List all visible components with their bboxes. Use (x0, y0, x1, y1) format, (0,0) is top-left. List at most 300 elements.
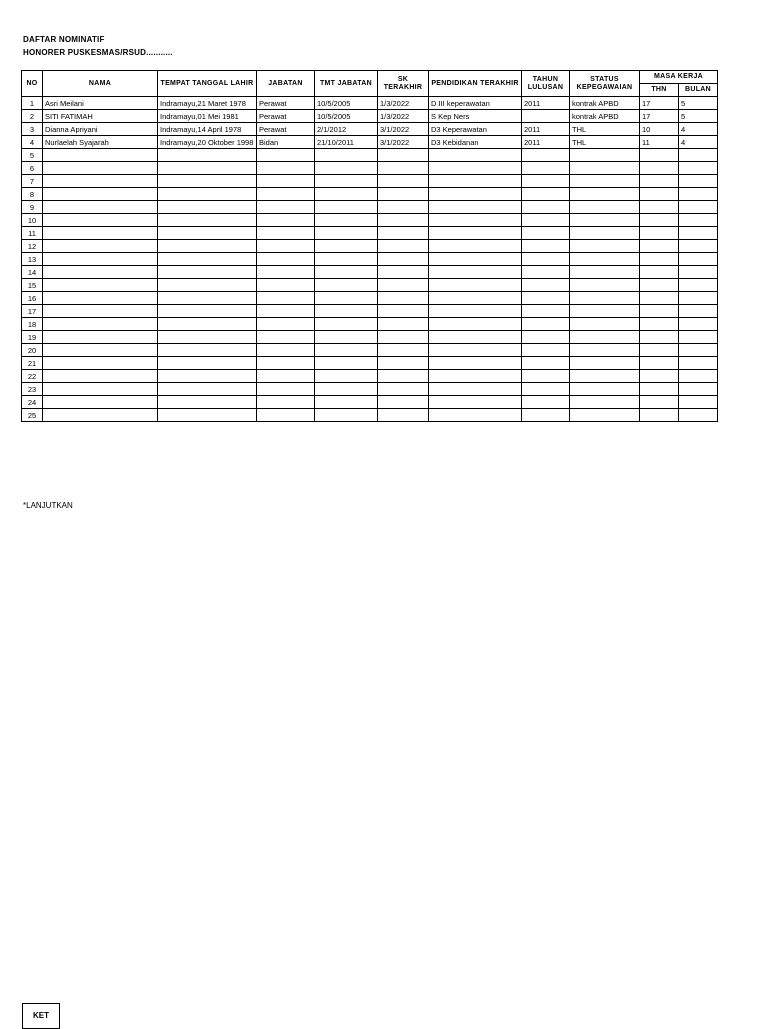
cell-bulan (679, 201, 718, 214)
cell-tahun (522, 149, 570, 162)
cell-thn: 11 (640, 136, 679, 149)
cell-tmt (315, 279, 378, 292)
cell-jabatan: Perawat (257, 97, 315, 110)
table-row (22, 136, 718, 149)
cell-thn: 17 (640, 97, 679, 110)
cell-tahun (522, 305, 570, 318)
cell-nama (43, 370, 158, 383)
col-header-sk: SK TERAKHIR (378, 71, 429, 97)
cell-pendidikan (429, 149, 522, 162)
cell-status (570, 253, 640, 266)
cell-no: 13 (22, 253, 43, 266)
cell-ttl (158, 175, 257, 188)
cell-pendidikan (429, 266, 522, 279)
table-row (22, 240, 718, 253)
cell-tahun (522, 240, 570, 253)
table-row (22, 110, 718, 123)
cell-tmt (315, 357, 378, 370)
cell-ttl (158, 396, 257, 409)
table-row (22, 305, 718, 318)
cell-sk (378, 383, 429, 396)
cell-tmt (315, 149, 378, 162)
cell-tmt (315, 292, 378, 305)
cell-status (570, 331, 640, 344)
cell-bulan (679, 175, 718, 188)
table-row (22, 149, 718, 162)
cell-pendidikan (429, 305, 522, 318)
cell-pendidikan (429, 201, 522, 214)
cell-sk (378, 253, 429, 266)
col-header-tahun: TAHUN LULUSAN (522, 71, 570, 97)
cell-no: 24 (22, 396, 43, 409)
cell-tmt (315, 162, 378, 175)
cell-no: 25 (22, 409, 43, 422)
cell-pendidikan (429, 162, 522, 175)
table-row (22, 279, 718, 292)
cell-bulan (679, 396, 718, 409)
cell-tahun: 2011 (522, 97, 570, 110)
document-subtitle: HONORER PUSKESMAS/RSUD........... (23, 48, 173, 57)
cell-tmt (315, 188, 378, 201)
table-row (22, 331, 718, 344)
cell-pendidikan (429, 292, 522, 305)
cell-pendidikan (429, 240, 522, 253)
cell-thn (640, 175, 679, 188)
cell-status: THL (570, 136, 640, 149)
cell-pendidikan (429, 331, 522, 344)
cell-jabatan (257, 318, 315, 331)
cell-status (570, 175, 640, 188)
cell-bulan (679, 331, 718, 344)
cell-nama (43, 266, 158, 279)
cell-tmt (315, 227, 378, 240)
cell-pendidikan: D3 Keperawatan (429, 123, 522, 136)
cell-tahun (522, 318, 570, 331)
cell-thn (640, 383, 679, 396)
cell-tmt (315, 175, 378, 188)
cell-tmt (315, 266, 378, 279)
cell-thn (640, 227, 679, 240)
cell-no: 4 (22, 136, 43, 149)
cell-bulan (679, 162, 718, 175)
cell-sk (378, 357, 429, 370)
cell-tahun (522, 214, 570, 227)
cell-ttl (158, 214, 257, 227)
cell-nama: Asri Meilani (43, 97, 158, 110)
cell-sk: 1/3/2022 (378, 110, 429, 123)
cell-ttl (158, 409, 257, 422)
cell-nama (43, 227, 158, 240)
cell-thn (640, 214, 679, 227)
cell-thn (640, 279, 679, 292)
cell-thn (640, 331, 679, 344)
cell-no: 9 (22, 201, 43, 214)
cell-no: 16 (22, 292, 43, 305)
cell-status (570, 266, 640, 279)
ket-box: KET (22, 1003, 60, 1029)
cell-thn (640, 266, 679, 279)
cell-status: kontrak APBD (570, 110, 640, 123)
cell-status (570, 188, 640, 201)
cell-sk (378, 240, 429, 253)
cell-jabatan (257, 331, 315, 344)
cell-status (570, 370, 640, 383)
col-header-bulan: BULAN (679, 84, 718, 97)
col-header-no: NO (22, 71, 43, 97)
cell-tmt (315, 383, 378, 396)
cell-tmt (315, 305, 378, 318)
cell-tahun: 2011 (522, 123, 570, 136)
cell-jabatan (257, 227, 315, 240)
cell-pendidikan (429, 344, 522, 357)
cell-nama (43, 214, 158, 227)
col-header-pendidikan: PENDIDIKAN TERAKHIR (429, 71, 522, 97)
cell-no: 3 (22, 123, 43, 136)
cell-jabatan: Bidan (257, 136, 315, 149)
cell-thn (640, 253, 679, 266)
cell-no: 6 (22, 162, 43, 175)
cell-thn: 17 (640, 110, 679, 123)
cell-pendidikan (429, 383, 522, 396)
cell-thn (640, 292, 679, 305)
cell-no: 22 (22, 370, 43, 383)
cell-sk (378, 227, 429, 240)
cell-tahun (522, 201, 570, 214)
table-row (22, 97, 718, 110)
cell-pendidikan (429, 279, 522, 292)
cell-status (570, 357, 640, 370)
cell-sk (378, 279, 429, 292)
cell-no: 20 (22, 344, 43, 357)
cell-ttl (158, 240, 257, 253)
cell-ttl (158, 162, 257, 175)
cell-pendidikan (429, 175, 522, 188)
cell-pendidikan (429, 188, 522, 201)
cell-status (570, 240, 640, 253)
cell-thn (640, 318, 679, 331)
cell-no: 2 (22, 110, 43, 123)
cell-pendidikan: S Kep Ners (429, 110, 522, 123)
col-header-jabatan: JABATAN (257, 71, 315, 97)
col-header-tmt: TMT JABATAN (315, 71, 378, 97)
cell-tmt (315, 331, 378, 344)
col-header-masa-kerja: MASA KERJA (640, 71, 718, 84)
cell-ttl (158, 370, 257, 383)
cell-ttl (158, 305, 257, 318)
cell-pendidikan (429, 370, 522, 383)
cell-bulan (679, 357, 718, 370)
cell-status: THL (570, 123, 640, 136)
cell-tmt (315, 344, 378, 357)
cell-sk (378, 292, 429, 305)
cell-no: 10 (22, 214, 43, 227)
document-title: DAFTAR NOMINATIF (23, 35, 105, 44)
cell-tmt: 2/1/2012 (315, 123, 378, 136)
cell-thn (640, 201, 679, 214)
cell-tahun (522, 227, 570, 240)
cell-thn (640, 149, 679, 162)
cell-jabatan (257, 188, 315, 201)
cell-bulan (679, 292, 718, 305)
cell-ttl (158, 292, 257, 305)
cell-jabatan (257, 162, 315, 175)
cell-no: 15 (22, 279, 43, 292)
cell-jabatan (257, 201, 315, 214)
cell-ttl (158, 266, 257, 279)
cell-tahun (522, 409, 570, 422)
cell-tahun (522, 279, 570, 292)
cell-bulan (679, 214, 718, 227)
cell-sk: 1/3/2022 (378, 97, 429, 110)
cell-bulan: 4 (679, 123, 718, 136)
col-header-ttl: TEMPAT TANGGAL LAHIR (158, 71, 257, 97)
cell-tahun (522, 383, 570, 396)
cell-jabatan (257, 344, 315, 357)
cell-sk (378, 305, 429, 318)
col-header-nama: NAMA (43, 71, 158, 97)
cell-no: 14 (22, 266, 43, 279)
cell-status (570, 383, 640, 396)
cell-bulan (679, 383, 718, 396)
cell-sk (378, 409, 429, 422)
cell-sk (378, 370, 429, 383)
col-header-status: STATUS KEPEGAWAIAN (570, 71, 640, 97)
cell-thn (640, 162, 679, 175)
cell-status (570, 214, 640, 227)
cell-nama (43, 201, 158, 214)
cell-thn (640, 344, 679, 357)
cell-bulan (679, 253, 718, 266)
cell-ttl (158, 357, 257, 370)
cell-bulan (679, 266, 718, 279)
table-row (22, 357, 718, 370)
cell-tmt: 10/5/2005 (315, 97, 378, 110)
cell-tmt (315, 409, 378, 422)
table-row (22, 214, 718, 227)
cell-pendidikan: D3 Kebidanan (429, 136, 522, 149)
cell-no: 19 (22, 331, 43, 344)
cell-nama (43, 253, 158, 266)
cell-bulan: 4 (679, 136, 718, 149)
cell-tahun (522, 162, 570, 175)
cell-bulan (679, 409, 718, 422)
cell-jabatan (257, 266, 315, 279)
cell-pendidikan (429, 396, 522, 409)
cell-jabatan (257, 409, 315, 422)
cell-no: 12 (22, 240, 43, 253)
cell-tmt (315, 214, 378, 227)
cell-nama (43, 240, 158, 253)
table-row (22, 188, 718, 201)
table-row (22, 318, 718, 331)
cell-ttl (158, 318, 257, 331)
cell-bulan (679, 344, 718, 357)
cell-nama (43, 279, 158, 292)
cell-status (570, 201, 640, 214)
cell-thn (640, 305, 679, 318)
cell-tahun (522, 175, 570, 188)
cell-tmt (315, 253, 378, 266)
cell-tahun (522, 344, 570, 357)
cell-jabatan (257, 214, 315, 227)
cell-ttl: Indramayu,20 Oktober 1998 (158, 136, 257, 149)
cell-bulan: 5 (679, 110, 718, 123)
cell-tahun (522, 292, 570, 305)
cell-ttl (158, 227, 257, 240)
table-row (22, 292, 718, 305)
cell-pendidikan (429, 409, 522, 422)
table-row (22, 123, 718, 136)
cell-status (570, 409, 640, 422)
cell-sk (378, 162, 429, 175)
cell-nama (43, 396, 158, 409)
cell-sk (378, 396, 429, 409)
cell-tahun (522, 188, 570, 201)
cell-nama: SITI FATIMAH (43, 110, 158, 123)
cell-sk (378, 175, 429, 188)
cell-sk: 3/1/2022 (378, 136, 429, 149)
cell-jabatan (257, 175, 315, 188)
cell-nama: Nurlaelah Syajarah (43, 136, 158, 149)
cell-sk (378, 188, 429, 201)
cell-tmt (315, 318, 378, 331)
cell-jabatan: Perawat (257, 123, 315, 136)
cell-thn (640, 357, 679, 370)
cell-ttl (158, 344, 257, 357)
cell-jabatan: Perawat (257, 110, 315, 123)
cell-thn (640, 396, 679, 409)
table-row (22, 370, 718, 383)
nominative-table (21, 70, 718, 422)
cell-tmt: 10/5/2005 (315, 110, 378, 123)
cell-thn (640, 370, 679, 383)
table-row (22, 266, 718, 279)
cell-no: 21 (22, 357, 43, 370)
cell-ttl: Indramayu,01 Mei 1981 (158, 110, 257, 123)
table-row (22, 396, 718, 409)
cell-sk (378, 266, 429, 279)
cell-tmt (315, 201, 378, 214)
table-row (22, 253, 718, 266)
cell-no: 1 (22, 97, 43, 110)
cell-jabatan (257, 383, 315, 396)
cell-bulan (679, 188, 718, 201)
cell-jabatan (257, 396, 315, 409)
cell-status (570, 162, 640, 175)
cell-thn (640, 188, 679, 201)
cell-status (570, 227, 640, 240)
cell-tahun (522, 331, 570, 344)
cell-jabatan (257, 240, 315, 253)
cell-thn: 10 (640, 123, 679, 136)
cell-pendidikan (429, 227, 522, 240)
cell-bulan (679, 370, 718, 383)
cell-sk (378, 344, 429, 357)
cell-jabatan (257, 149, 315, 162)
cell-jabatan (257, 292, 315, 305)
cell-ttl (158, 188, 257, 201)
cell-nama (43, 149, 158, 162)
cell-nama (43, 357, 158, 370)
cell-nama (43, 162, 158, 175)
cell-ttl (158, 201, 257, 214)
cell-nama (43, 318, 158, 331)
table-row (22, 201, 718, 214)
cell-status: kontrak APBD (570, 97, 640, 110)
cell-tmt (315, 396, 378, 409)
cell-sk (378, 201, 429, 214)
cell-no: 18 (22, 318, 43, 331)
cell-jabatan (257, 305, 315, 318)
cell-status (570, 344, 640, 357)
cell-bulan: 5 (679, 97, 718, 110)
cell-nama (43, 344, 158, 357)
cell-jabatan (257, 279, 315, 292)
cell-thn (640, 240, 679, 253)
cell-thn (640, 409, 679, 422)
cell-tahun (522, 396, 570, 409)
cell-bulan (679, 227, 718, 240)
cell-ttl: Indramayu,14 April 1978 (158, 123, 257, 136)
cell-sk (378, 331, 429, 344)
cell-no: 11 (22, 227, 43, 240)
cell-pendidikan (429, 318, 522, 331)
cell-nama (43, 188, 158, 201)
table-row (22, 227, 718, 240)
cell-tahun (522, 357, 570, 370)
cell-sk (378, 214, 429, 227)
cell-no: 17 (22, 305, 43, 318)
cell-status (570, 305, 640, 318)
cell-sk: 3/1/2022 (378, 123, 429, 136)
cell-jabatan (257, 357, 315, 370)
cell-sk (378, 149, 429, 162)
cell-nama (43, 305, 158, 318)
cell-sk (378, 318, 429, 331)
table-row (22, 175, 718, 188)
cell-pendidikan (429, 253, 522, 266)
cell-no: 7 (22, 175, 43, 188)
cell-jabatan (257, 253, 315, 266)
cell-pendidikan: D III keperawatan (429, 97, 522, 110)
cell-nama (43, 175, 158, 188)
col-header-thn: THN (640, 84, 679, 97)
cell-bulan (679, 305, 718, 318)
cell-bulan (679, 240, 718, 253)
cell-bulan (679, 149, 718, 162)
cell-tahun (522, 370, 570, 383)
cell-ttl (158, 279, 257, 292)
cell-nama: Dianna Apriyani (43, 123, 158, 136)
cell-ttl (158, 331, 257, 344)
cell-bulan (679, 318, 718, 331)
table-row (22, 162, 718, 175)
cell-tahun (522, 110, 570, 123)
cell-no: 5 (22, 149, 43, 162)
cell-status (570, 149, 640, 162)
cell-tmt (315, 370, 378, 383)
cell-ttl (158, 383, 257, 396)
cell-tmt: 21/10/2011 (315, 136, 378, 149)
cell-tahun (522, 253, 570, 266)
cell-pendidikan (429, 214, 522, 227)
cell-status (570, 292, 640, 305)
cell-tahun: 2011 (522, 136, 570, 149)
cell-tmt (315, 240, 378, 253)
cell-status (570, 279, 640, 292)
cell-status (570, 396, 640, 409)
cell-nama (43, 331, 158, 344)
